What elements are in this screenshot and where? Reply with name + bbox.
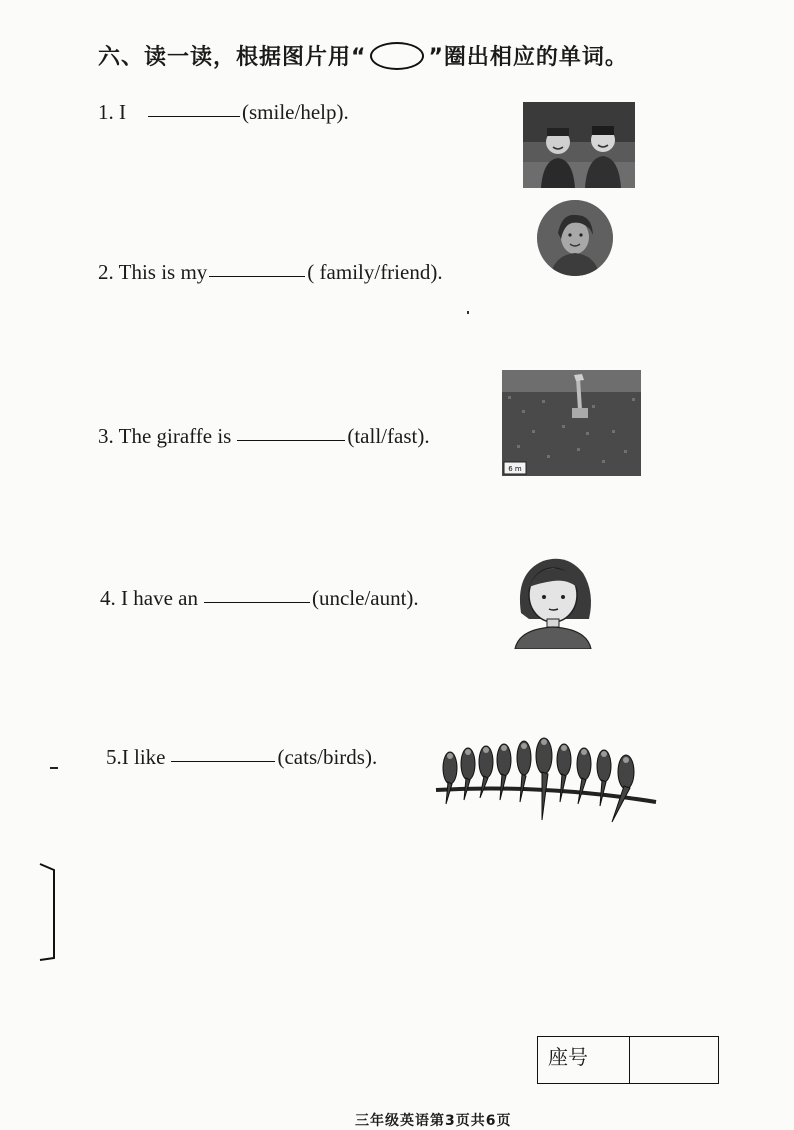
question-1-options: (smile/help). <box>242 100 349 124</box>
question-5 <box>106 745 377 770</box>
answer-blank-4[interactable] <box>204 601 310 603</box>
answer-blank-3[interactable] <box>237 439 345 441</box>
page-footer: 三年级英语第3页共6页 <box>355 1113 512 1129</box>
heading-prefix: 六、读一读，根据图片用“ <box>98 45 367 70</box>
question-2 <box>98 260 443 285</box>
scan-dot <box>467 311 469 314</box>
question-5-stem: 5.I like <box>106 745 166 769</box>
answer-blank-1[interactable] <box>148 115 240 117</box>
question-3 <box>98 424 430 449</box>
heading-suffix: ”圈出相应的单词。 <box>428 45 628 70</box>
seat-number-box <box>537 1036 719 1084</box>
question-3-stem: 3. The giraffe is <box>98 424 232 448</box>
section-heading <box>98 40 628 71</box>
question-1 <box>98 100 349 125</box>
seat-number-field[interactable] <box>630 1037 718 1083</box>
answer-blank-5[interactable] <box>171 760 275 762</box>
question-3-options: (tall/fast). <box>347 424 430 448</box>
giraffe-image <box>502 370 641 476</box>
question-5-options: (cats/birds). <box>277 745 378 769</box>
girl-portrait-image <box>536 199 614 277</box>
question-4-options: (uncle/aunt). <box>311 586 419 610</box>
scan-mark <box>50 767 58 769</box>
circle-mark-icon <box>370 42 424 70</box>
birds-on-branch-image <box>434 732 658 824</box>
question-4 <box>100 586 419 611</box>
margin-bracket <box>38 862 58 962</box>
question-1-stem: 1. I <box>98 100 126 124</box>
two-boys-smiling-image <box>523 102 635 188</box>
seat-number-label: 座号 <box>538 1037 630 1083</box>
question-2-stem: 2. This is my <box>98 260 208 284</box>
answer-blank-2[interactable] <box>209 275 305 277</box>
question-2-options: ( family/friend). <box>307 260 443 284</box>
aunt-cartoon-image <box>513 553 595 649</box>
giraffe-height-tag: 6 m <box>508 465 522 473</box>
question-4-stem: 4. I have an <box>100 586 198 610</box>
